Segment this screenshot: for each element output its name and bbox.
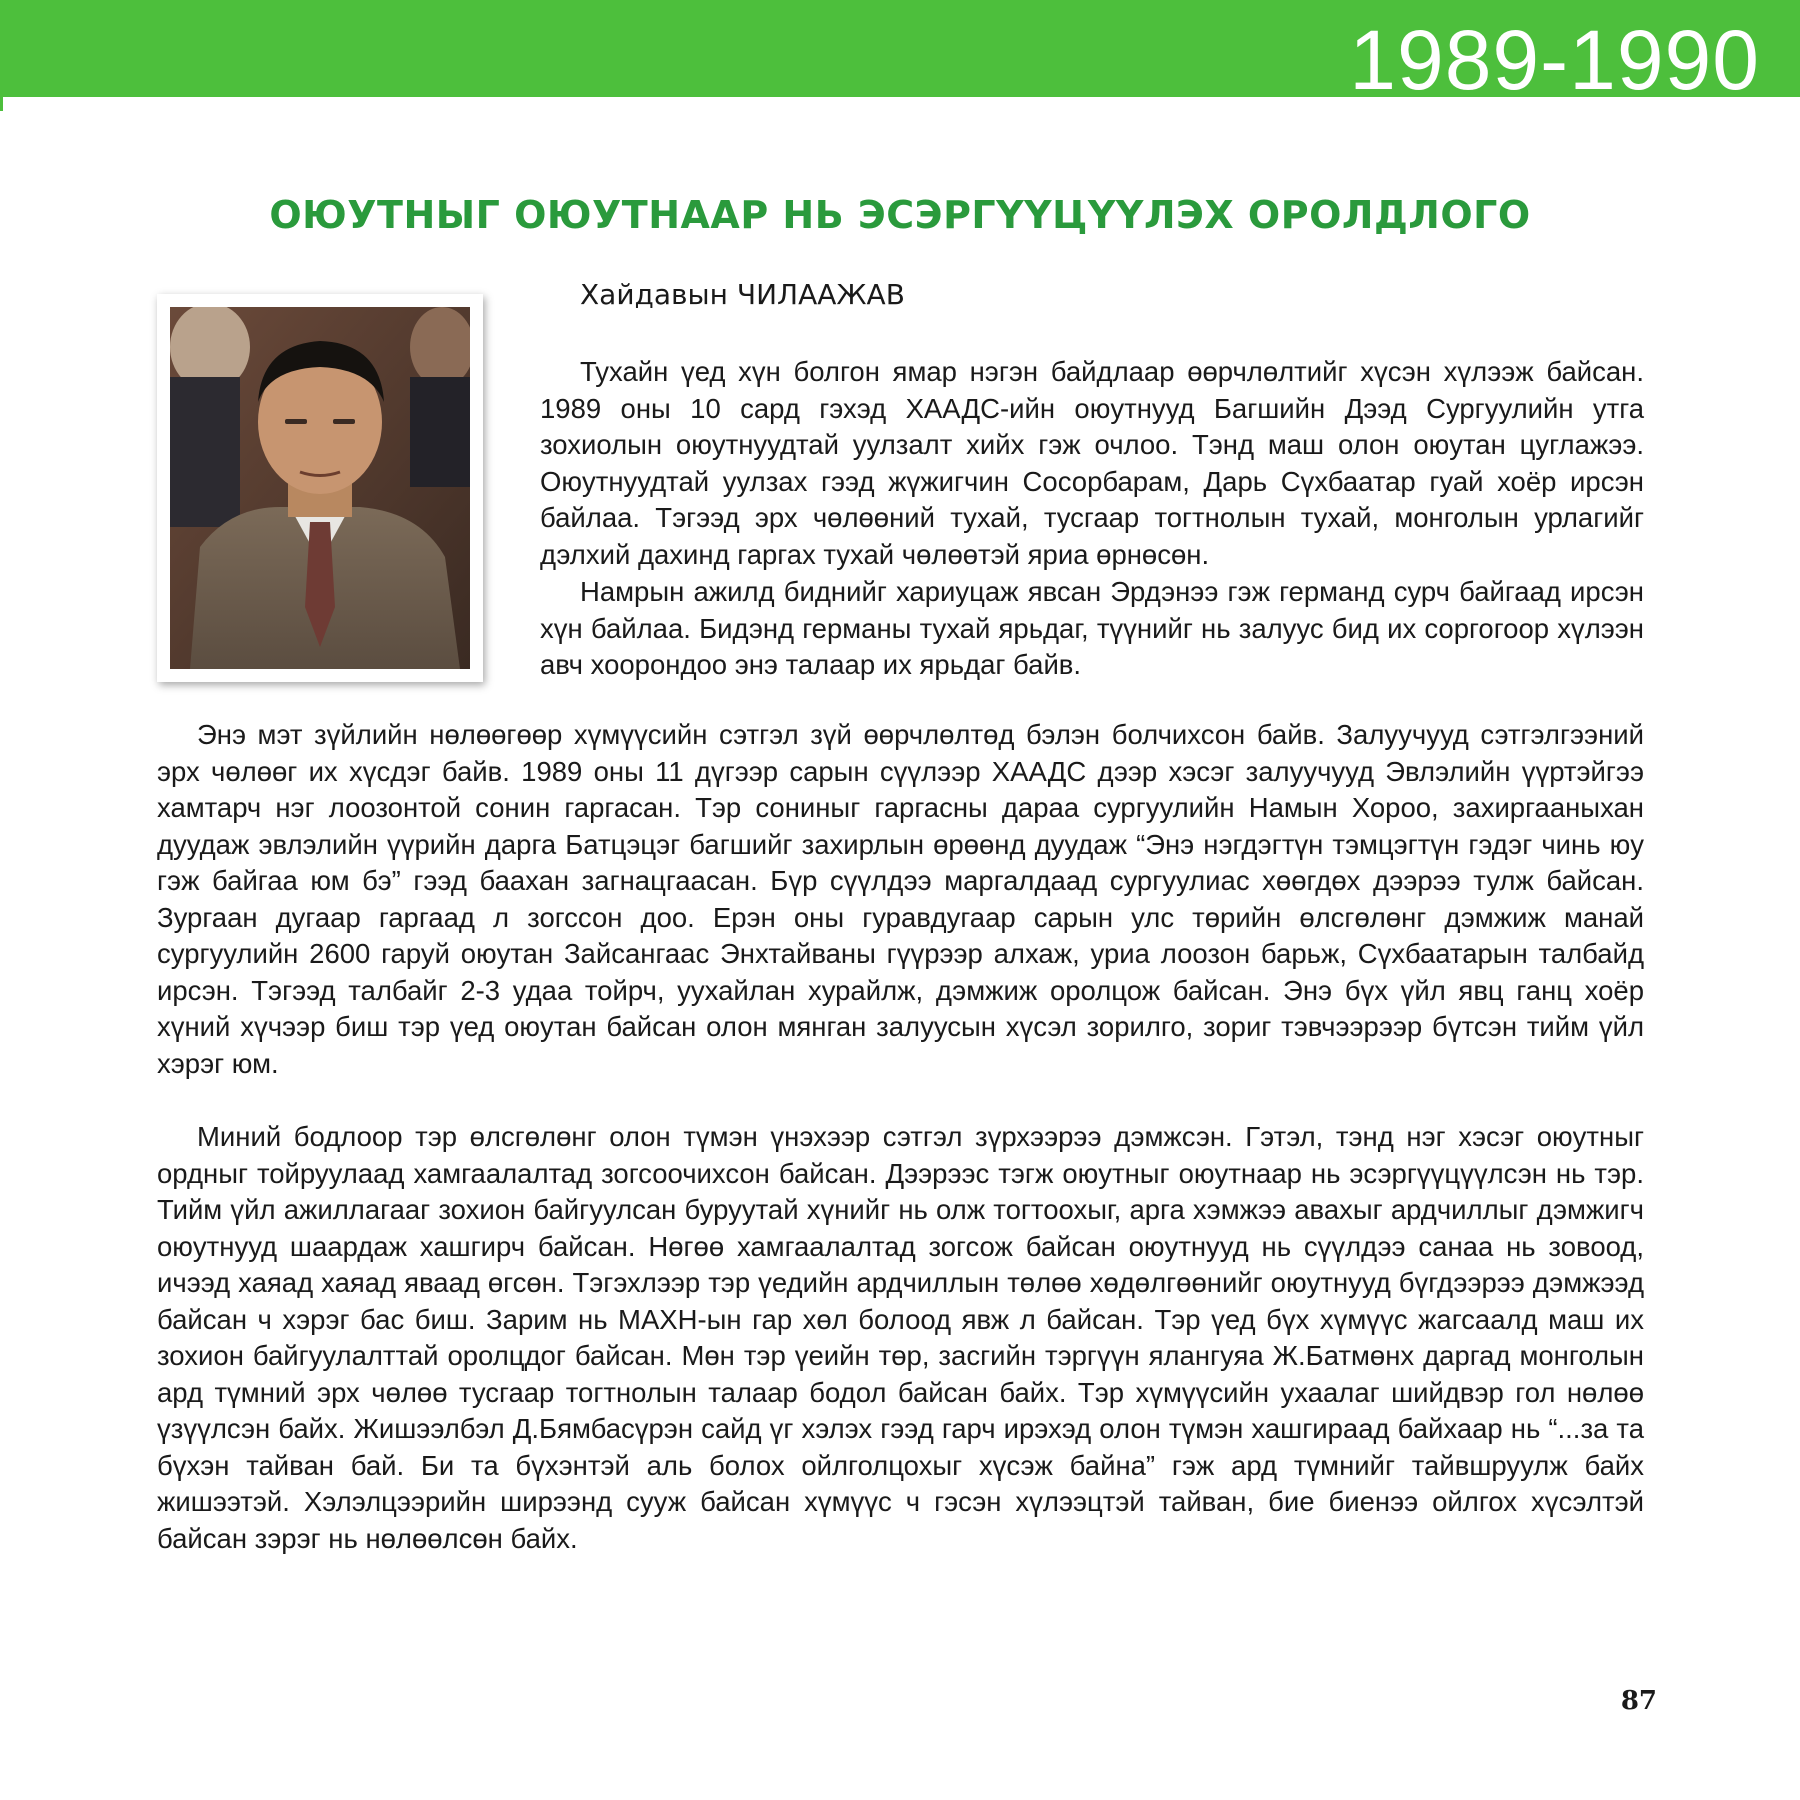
author-photo-frame	[157, 294, 483, 682]
page-number: 87	[1620, 1686, 1657, 1716]
header-bar	[0, 0, 1800, 107]
header-bar-tick	[0, 97, 3, 111]
article-paragraph: Намрын ажилд биднийг хариуцаж явсан Эрдэнээ гэж германд сурч байгаад ирсэн хүн байлаа. Бидэнд германы тухай ярьдаг, түүнийг нь залуус бид их соргогоор хүлээн авч хоорондоо энэ талаар их ярьдаг байв.	[540, 576, 1644, 680]
author-name: Хайдавын ЧИЛААЖАВ	[580, 278, 905, 311]
article-title: ОЮУТНЫГ ОЮУТНААР НЬ ЭСЭРГҮҮЦҮҮЛЭХ ОРОЛДЛОГО	[269, 193, 1531, 237]
article-paragraph: Миний бодлоор тэр өлсгөлөнг олон түмэн үнэхээр сэтгэл зүрхээрээ дэмжсэн. Гэтэл, тэнд нэг хэсэг оюутныг ордныг тойруулаад хамгаалалтад зогсоочихсон байсан. Дээрээс тэгж оюутныг оюутнаар нь эсэргүүцүүлсэн нь тэр. Тийм үйл ажиллагааг зохион байгуулсан буруутай хүнийг нь олж тогтоохыг, арга хэмжээ авахыг ардчиллыг дэмжигч оюутнууд шаардаж хашгирч байсан. Нөгөө хамгаалалтад зогсож байсан оюутнууд нь сүүлдээ санаа нь зовоод, ичээд хаяад хаяад яваад өгсөн. Тэгэхлээр тэр үедийн ардчиллын төлөө хөдөлгөөнийг оюутнууд бүгдээрээ дэмжээд байсан ч хэрэг бас биш. Зарим нь МАХН-ын гар хөл болоод явж л байсан. Тэр үед бүх хүмүүс жагсаалд маш их зохион байгуулалттай оролцдог байсан. Мөн тэр үеийн төр, засгийн тэргүүн ялангуяа Ж.Батмөнх даргад монголын ард түмний эрх чөлөө тусгаар тогтнолын талаар бодол байсан байх. Тэр хүмүүсийн ухаалаг шийдвэр гол нөлөө үзүүлсэн байх. Жишээлбэл Д.Бямбасүрэн сайд үг хэлэх гээд гарч ирэхэд олон түмэн хашгираад байхаар нь “...за та бүхэн тайван бай. Би та бүхэнтэй аль болох ойлголцохыг хүсэж байна” гэж ард түмнийг тайвшруулж байх жишээтэй. Хэлэлцээрийн ширээнд сууж байсан хүмүүс ч гэсэн хүлээцтэй тайван, бие биенээ ойлгох хүсэлтэй байсан зэрэг нь нөлөөлсөн байх.	[157, 1121, 1644, 1554]
portrait-photo-icon	[170, 307, 470, 669]
article-paragraph: Тухайн үед хүн болгон ямар нэгэн байдлаар өөрчлөлтийг хүсэн хүлээж байсан. 1989 оны 10 сард гэхэд ХААДС-ийн оюутнууд Багшийн Дээд Сургуулийн утга зохиолын оюутнуудтай уулзалт хийх гэж очлоо. Тэнд маш олон оюутан цуглажээ. Оюутнуудтай уулзах гээд жүжигчин Сосорбарам, Дарь Сүхбаатар гуай хоёр ирсэн байлаа. Тэгээд эрх чөлөөний тухай, тусгаар тогтнолын тухай, монголын урлагийг дэлхий дахинд гаргах тухай чөлөөтэй яриа өрнөсөн.	[540, 356, 1644, 570]
article-paragraph: Энэ мэт зүйлийн нөлөөгөөр хүмүүсийн сэтгэл зүй өөрчлөлтөд бэлэн болчихсон байв. Залуучууд сэтгэлгээний эрх чөлөөг их хүсдэг байв. 1989 оны 11 дүгээр сарын сүүлээр ХААДС дээр хэсэг залуучууд Эвлэлийн үүртэйгээ хамтарч нэг лоозонтой сонин гаргасан. Тэр сониныг гаргасны дараа сургуулийн Намын Хороо, захиргааныхан дуудаж эвлэлийн үүрийн дарга Батцэцэг багшийг захирлын өрөөнд дуудаж “Энэ нэгдэгтүн тэмцэгтүн гэдэг чинь юу гэж байгаа юм бэ” гээд баахан загнацгаасан. Бүр сүүлдээ маргалдаад сургуулиас хөөгдөх дээрээ тулж байсан. Зургаан дугаар гаргаад л зогссон доо. Ерэн оны гуравдугаар сарын улс төрийн өлсгөлөнг дэмжиж манай сургуулийн 2600 гаруй оюутан Зайсангаас Энхтайваны гүүрээр алхаж, уриа лоозон барьж, Сүхбаатарын талбайд ирсэн. Тэгээд талбайг 2-3 удаа тойрч, уухайлан хурайлж, дэмжиж оролцож байсан. Энэ бүх үйл явц ганц хоёр хүний хүчээр биш тэр үед оюутан байсан олон мянган залуусын хүсэл зорилго, зориг тэвчээрээр бүтсэн тийм үйл хэрэг юм.	[157, 719, 1644, 1079]
year-range: 1989-1990	[1349, 13, 1760, 107]
